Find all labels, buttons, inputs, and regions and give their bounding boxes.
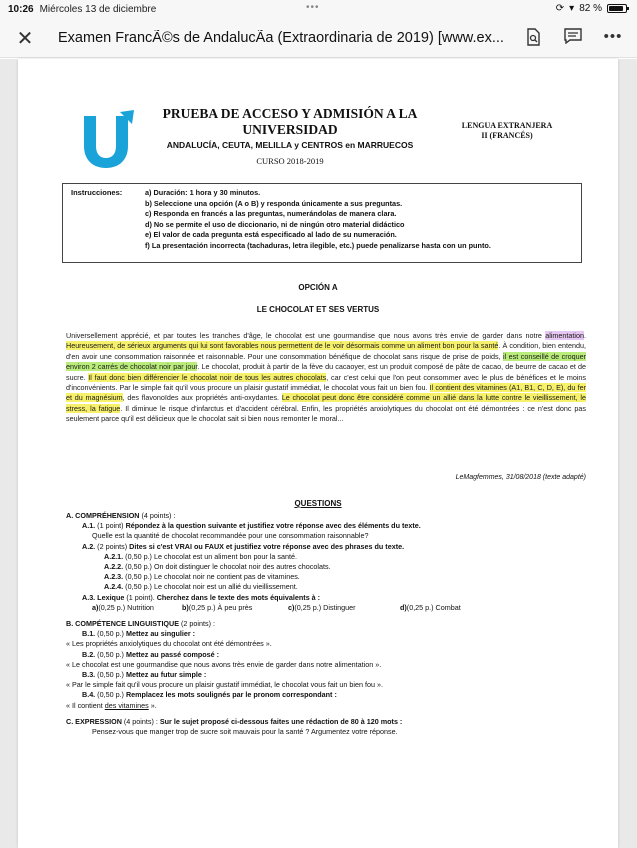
more-options-icon[interactable]: ••• [603, 28, 623, 45]
reading-passage [66, 331, 586, 425]
question-a2: A.2. (2 points) Dites si c'est VRAI ou FAUX et justifiez votre réponse avec des phrases du texte. [82, 541, 405, 551]
passage-text: , des flavonoïdes aux propriétés anti-oxydantes. [122, 393, 282, 403]
question-b1: B.1. (0,50 p.) Mettez au singulier : [82, 629, 196, 639]
passage-text: Universellement apprécié, et par toutes les tranches d'âge, le chocolat est une gourmandise que nous avons très envie de garder dans notre [66, 331, 546, 340]
question-b2-text: « Le chocolat est une gourmandise que nous avons très envie de garder dans notre alimentation ». [66, 659, 382, 669]
questions-section [66, 511, 596, 737]
exam-region: ANDALUCÍA, CEUTA, MELILLA y CENTROS en MARRUECOS [166, 140, 414, 150]
instructions-list [145, 188, 491, 251]
passage-text: . Le chocolat, produit à partir de la fève du cacaoyer, est un produit composé de pâte de cacao, de beurre de cacao et de sucre. [66, 362, 587, 382]
exam-title [148, 106, 432, 138]
passage-text: . [584, 331, 586, 340]
passage-highlight: Le chocolat peut donc être considéré comme un allié dans la lutte contre le vieillissement, le stress, la fatigue [66, 393, 586, 413]
question-b3-text: « Par le simple fait qu'il vous procure un plaisir gustatif immédiat, le chocolat vous fait un bien fou ». [66, 680, 383, 690]
exam-course: CURSO 2018-2019 [256, 156, 324, 166]
section-c-heading: C. EXPRESSION (4 points) : Sur le sujet proposé ci-dessous faites une rédaction de 80 à 120 mots : [66, 716, 403, 726]
section-a-heading: A. COMPRÉHENSION (4 points) : [66, 511, 176, 520]
question-a1: A.1. (1 point) Répondez à la question suivante et justifiez votre réponse avec des éléments du texte. [82, 521, 421, 531]
passage-highlight: Il faut donc bien différencier le chocolat noir de tous les autres chocolats [88, 372, 327, 382]
instructions-label: Instrucciones: [71, 188, 123, 197]
question-c-text: Pensez-vous que manger trop de sucre soit mauvais pour la santé ? Argumentez votre réponse. [92, 727, 398, 737]
passage-highlight: Il contient des vitamines (A1, B1, C, D, E), du fer et du magnésium [66, 383, 586, 403]
status-bar [0, 0, 637, 18]
question-a22: A.2.2. (0,50 p.) On doit distinguer le chocolat noir des autres chocolats. [104, 562, 331, 572]
passage-text: . À condition, bien entendu, d'en avoir une consommation raisonnée et raisonnable. Pour une consommation bénéfique de chocolat sans risque de prise de poids, [66, 341, 586, 361]
document-title-bar [0, 18, 637, 58]
source-citation: LeMagfemmes, 31/08/2018 (texte adapté) [455, 474, 586, 481]
instruction-item: a) Duración: 1 hora y 30 minutos. [145, 188, 261, 197]
instruction-item: e) El valor de cada pregunta está especificado al lado de su numeración. [145, 230, 397, 239]
multitasking-dots[interactable]: ••• [306, 2, 320, 13]
exam-subject [442, 121, 572, 141]
question-b4: B.4. (0,50 p.) Remplacez les mots soulignés par le pronom correspondant : [82, 690, 337, 700]
status-date: Miércoles 13 de diciembre [39, 3, 157, 15]
text-title: LE CHOCOLAT ET SES VERTUS [256, 305, 380, 314]
lexique-option-d: d)(0,25 p.) Combat [400, 602, 461, 612]
exam-subject-line1: LENGUA EXTRANJERA [461, 121, 553, 130]
question-a21: A.2.1. (0,50 p.) Le chocolat est un aliment bon pour la santé. [104, 551, 297, 561]
lexique-option-c: c)(0,25 p.) Distinguer [288, 602, 356, 612]
instruction-item: c) Responda en francés a las preguntas, numerándolas de manera clara. [145, 209, 397, 218]
question-b3: B.3. (0,50 p.) Mettez au futur simple : [82, 670, 207, 680]
passage-highlight: Heureusement, de sérieux arguments qui lui sont favorables nous permettent de le voir désormais comme un aliment bon pour la santé [66, 341, 499, 351]
question-a23: A.2.3. (0,50 p.) Le chocolat noir ne contient pas de vitamines. [104, 572, 300, 582]
battery-icon [607, 4, 627, 13]
instructions-box [62, 183, 582, 263]
question-b4-text: « Il contient des vitamines ». [66, 700, 157, 710]
status-time: 10:26 [8, 3, 34, 15]
passage-highlight: il est conseillé de croquer environ 2 carrés de chocolat noir par jour [66, 351, 586, 372]
passage-highlight: alimentation [545, 331, 584, 340]
close-icon[interactable]: ✕ [16, 28, 34, 50]
lexique-options [66, 603, 596, 613]
university-logo-icon [80, 108, 140, 170]
question-a1-text: Quelle est la quantité de chocolat recommandée pour une consommation raisonnable? [92, 531, 369, 541]
questions-title: QUESTIONS [294, 499, 342, 508]
lexique-option-b: b)(0,25 p.) À peu près [182, 602, 253, 612]
document-search-icon[interactable] [522, 28, 544, 48]
lexique-option-a: a)(0,25 p.) Nutrition [92, 602, 154, 612]
comment-icon[interactable] [562, 28, 584, 48]
orientation-lock-icon: ⟳ [555, 3, 565, 14]
document-title: Examen FrancÃ©s de AndalucÃa (Extraordinaria de 2019) [www.ex... [58, 30, 504, 46]
exam-subject-line2: II (FRANCÉS) [481, 131, 533, 140]
exam-title-line1: PRUEBA DE ACCESO Y ADMISIÓN A LA [162, 106, 418, 121]
status-right [556, 3, 627, 14]
option-heading: OPCIÓN A [298, 283, 338, 292]
wifi-icon: ▾ [569, 3, 575, 14]
passage-text: , car c'est celui que l'on peut consommer avec le plus de bénéfices et le moins d'inconvénients. Par le simple fait qu'il vous procure un plaisir gustatif immédiat, le chocolat vous fait un bien fou. [66, 372, 587, 393]
pdf-viewer[interactable] [0, 59, 637, 848]
question-b1-text: « Les propriétés anxiolytiques du chocolat ont été démontrées ». [66, 639, 272, 649]
instruction-item: b) Seleccione una opción (A o B) y responda únicamente a sus preguntas. [145, 198, 403, 208]
section-b-heading: B. COMPÉTENCE LINGUISTIQUE (2 points) : [66, 619, 215, 629]
instruction-item: f) La presentación incorrecta (tachaduras, letra ilegible, etc.) puede penalizarse hasta con un punto. [145, 240, 491, 250]
battery-percent: 82 % [579, 3, 602, 14]
passage-text: . Il diminue le risque d'infarctus et d'accident cérébral. Enfin, les propriétés anxiolytiques du chocolat ont été démontrées : ce n'est donc pas seulement parce qu'il est délicieux que le chocolat sait si bien nous remonter le moral... [66, 403, 586, 424]
pdf-page [18, 59, 618, 848]
question-b2: B.2. (0,50 p.) Mettez au passé composé : [82, 649, 220, 659]
instruction-item: d) No se permite el uso de diccionario, ni de ningún otro material didáctico [145, 219, 405, 229]
question-a3: A.3. Lexique (1 point). Cherchez dans le texte des mots équivalents à : [82, 592, 321, 602]
exam-title-line2: UNIVERSIDAD [242, 122, 338, 137]
question-a24: A.2.4. (0,50 p.) Le chocolat noir est un allié du vieillissement. [104, 582, 298, 592]
